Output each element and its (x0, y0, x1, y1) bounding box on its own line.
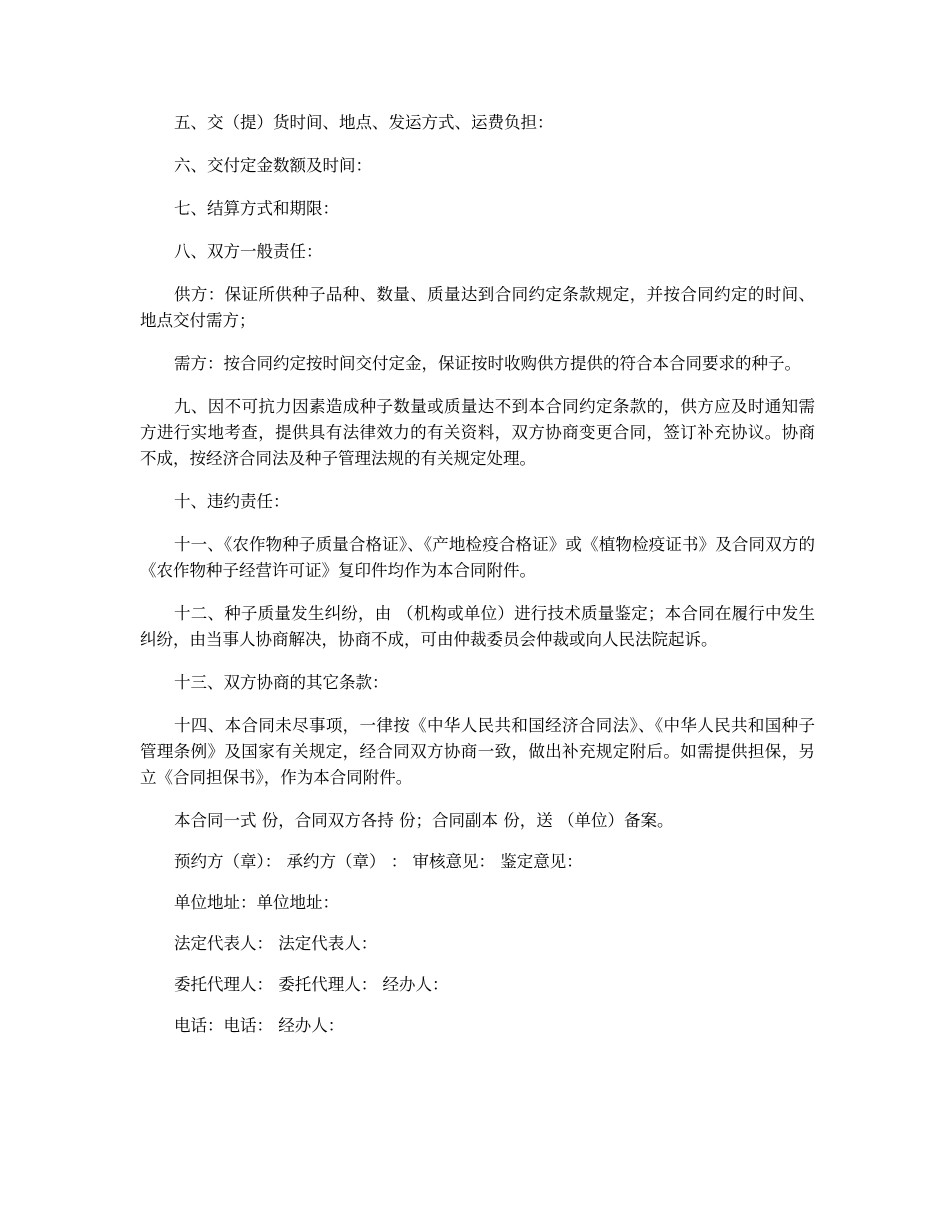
legal-representative-line: 法定代表人： 法定代表人： (174, 934, 378, 953)
clause-14-unstated-matters: 十四、本合同未尽事项，一律按《中华人民共和国经济合同法》、《中华人民共和国种子管理条例》及国家有关规定，经合同双方协商一致，做出补充规定附后。如需提供担保，另立《合同担保书》，作为本合同附件。 (140, 716, 815, 787)
agent-line: 委托代理人： 委托代理人： 经办人： (174, 975, 449, 994)
clause-8-general-duties: 八、双方一般责任： (174, 242, 323, 261)
clause-9-force-majeure: 九、因不可抗力因素造成种子数量或质量达不到本合同约定条款的，供方应及时通知需方进行实地考查，提供具有法律效力的有关资料，双方协商变更合同，签订补充协议。协商不成，按经济合同法及种子管理法规的有关规定处理。 (140, 397, 815, 468)
contract-body (140, 110, 815, 1054)
copies-statement: 本合同一式 份，合同双方各持 份；合同副本 份，送 （单位）备案。 (174, 811, 674, 830)
buyer-duty: 需方：按合同约定按时间交付定金，保证按时收购供方提供的符合本合同要求的种子。 (174, 354, 801, 373)
clause-12-disputes: 十二、种子质量发生纠纷，由 （机构或单位）进行技术质量鉴定；本合同在履行中发生纠纷，由当事人协商解决，协商不成，可由仲裁委员会仲裁或向人民法院起诉。 (140, 604, 815, 649)
supplier-duty: 供方：保证所供种子品种、数量、质量达到合同约定条款规定，并按合同约定的时间、地点交付需方； (140, 285, 815, 330)
clause-7-settlement: 七、结算方式和期限： (174, 199, 339, 218)
clause-5-delivery: 五、交（提）货时间、地点、发运方式、运费负担： (174, 113, 554, 132)
signature-parties-line: 预约方（章）： 承约方（章） ： 审核意见： 鉴定意见： (174, 852, 583, 871)
phone-line: 电话：电话： 经办人： (174, 1016, 345, 1035)
clause-6-deposit: 六、交付定金数额及时间： (174, 156, 372, 175)
address-line: 单位地址：单位地址： (174, 893, 339, 912)
clause-13-other-terms: 十三、双方协商的其它条款： (174, 673, 389, 692)
clause-11-attachments: 十一、《农作物种子质量合格证》、《产地检疫合格证》或《植物检疫证书》及合同双方的《农作物种子经营许可证》复印件均作为本合同附件。 (140, 535, 815, 580)
clause-10-liability: 十、违约责任： (174, 492, 290, 511)
